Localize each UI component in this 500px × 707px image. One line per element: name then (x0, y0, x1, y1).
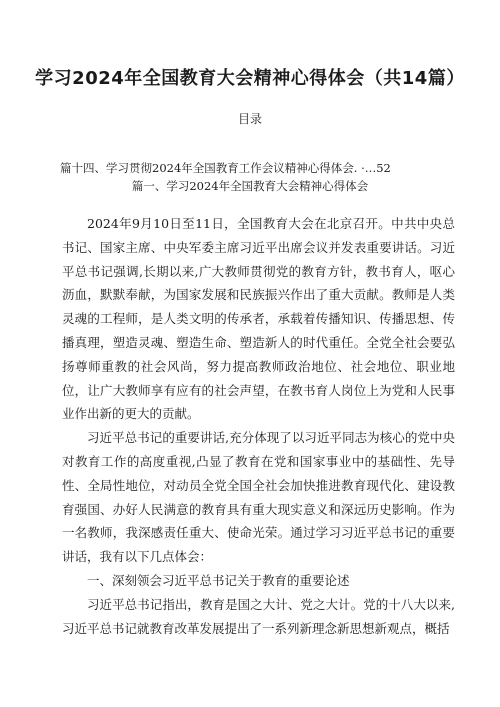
body-paragraph: 习近平总书记指出，教育是国之大计、党之大计。党的十八大以来,习近平总书记就教育改革发展提出了一系列新理念新思想新观点，概括 (62, 596, 455, 636)
toc-entry: 篇十四、学习贯彻2024年全国教育工作会议精神心得体会. ·…52 (60, 161, 391, 175)
document-title: 学习2024年全国教育大会精神心得体会（共14篇） (35, 68, 465, 89)
body-paragraph: 2024年9月10日至11日，全国教育大会在北京召开。中共中央总书记、国家主席、中央军委主席习近平出席会议并发表重要讲话。习近平总书记强调,长期以来,广大教师贯彻党的教育方针，教书育人，呕心沥血，默默奉献，为国家发展和民族振兴作出了重大贡献。教师是人类灵魂的工程师，是人类文明的传承者，承载着传播知识、传播思想、传播真理，塑造灵魂、塑造生命、塑造新人的时代重任。全党全社会要弘扬尊师重教的社会风尚，努力提高教师政治地位、社会地位、职业地位，让广大教师享有应有的社会声望，在教书育人岗位上为党和人民事业作出新的更大的贡献。 (62, 216, 455, 422)
document-body (62, 212, 455, 640)
body-paragraph: 习近平总书记的重要讲话,充分体现了以习近平同志为核心的党中央对教育工作的高度重视,凸显了教育在党和国家事业中的基础性、先导性、全局性地位，对动员全党全国全社会加快推进教育现代化、建设教育强国、办好人民满意的教育具有重大现实意义和深远历史影响。作为一名教师，我深感责任重大、使命光荣。通过学习习近平总书记的重要讲话，我有以下几点体会： (62, 430, 455, 565)
section-title: 篇一、学习2024年全国教育大会精神心得体会 (131, 179, 369, 193)
section-heading: 一、深刻领会习近平总书记关于教育的重要论述 (87, 572, 350, 588)
toc-heading: 目录 (237, 112, 262, 126)
